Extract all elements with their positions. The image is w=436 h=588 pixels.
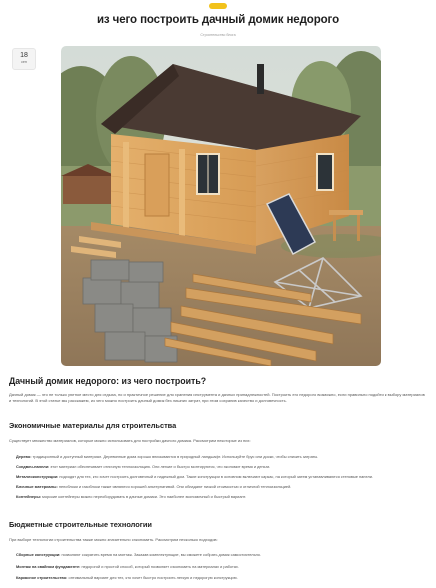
list-item: • Сэндвич-панели: этот материал обеспечивает отличную теплоизоляцию. Они легкие и быстро монтируются, что экономит время и деньги. <box>16 462 432 472</box>
author-line[interactable]: Строительство блога <box>200 33 236 37</box>
section-heading-materials: Экономичные материалы для строительства <box>9 421 177 430</box>
materials-list <box>9 452 432 502</box>
date-month: сен <box>21 60 27 64</box>
page-title: из чего построить дачный домик недорого <box>96 14 340 26</box>
list-item: • Контейнеры: морские контейнеры можно переоборудовать в дачные домики. Это наиболее экономичный и быстрый вариант. <box>16 492 432 502</box>
list-item: • Сборные конструкции: позволяют сократить время на монтаж. Заказав комплектующие, вы сможете собрать домик самостоятельно. <box>16 549 432 561</box>
technologies-list <box>9 549 432 584</box>
section-intro-materials: Существует множество материалов, которые можно использовать для постройки дачного домика. Рассмотрим некоторые из них: <box>9 438 251 443</box>
date-badge <box>12 48 36 70</box>
article-heading: Дачный домик недорого: из чего построить? <box>9 376 207 386</box>
date-day: 18 <box>20 52 28 59</box>
list-item: • Блочные материалы: пеноблоки и газоблоки также являются хорошей альтернативой. Они обладают низкой стоимостью и отличной теплоизоляцией. <box>16 482 432 492</box>
list-item: • Металлоконструкции: подходят для тех, кто хочет построить долговечный и надежный дом. Такие конструкции в основном включают каркас, на который затем устанавливаются стеновые панели. <box>16 472 432 482</box>
article-intro: Дачный домик — это не только уютное место для отдыха, но и практичное решение для хранения инструмента и дачных принадлежностей. Построить его недорого возможно, если правильно подойти к выбору материалов и технологий. В этой статье мы расскажем, из чего можно построить дачный домик без лишних затрат, при этом сохранив качество и долговечность. <box>9 392 425 404</box>
category-badge[interactable] <box>209 3 227 9</box>
hero-image <box>61 46 381 366</box>
section-heading-technologies: Бюджетные строительные технологии <box>9 520 152 529</box>
list-item: • Каркасное строительство: оптимальный вариант для тех, кто хочет быстро построить легкую и недорогую конструкцию. <box>16 572 432 584</box>
list-item: • Монтаж на свайном фундаменте: недорогой и простой способ, который позволяет сэкономить на материалах и работах. <box>16 561 432 573</box>
section-intro-technologies: При выборе технологии строительства также можно значительно сэкономить. Рассмотрим несколько подходов: <box>9 537 218 542</box>
list-item: • Дерево: традиционный и доступный материал. Деревянные дома хорошо вписываются в природный ландшафт. Используйте брус или доски, чтобы снизить затраты. <box>16 452 432 462</box>
